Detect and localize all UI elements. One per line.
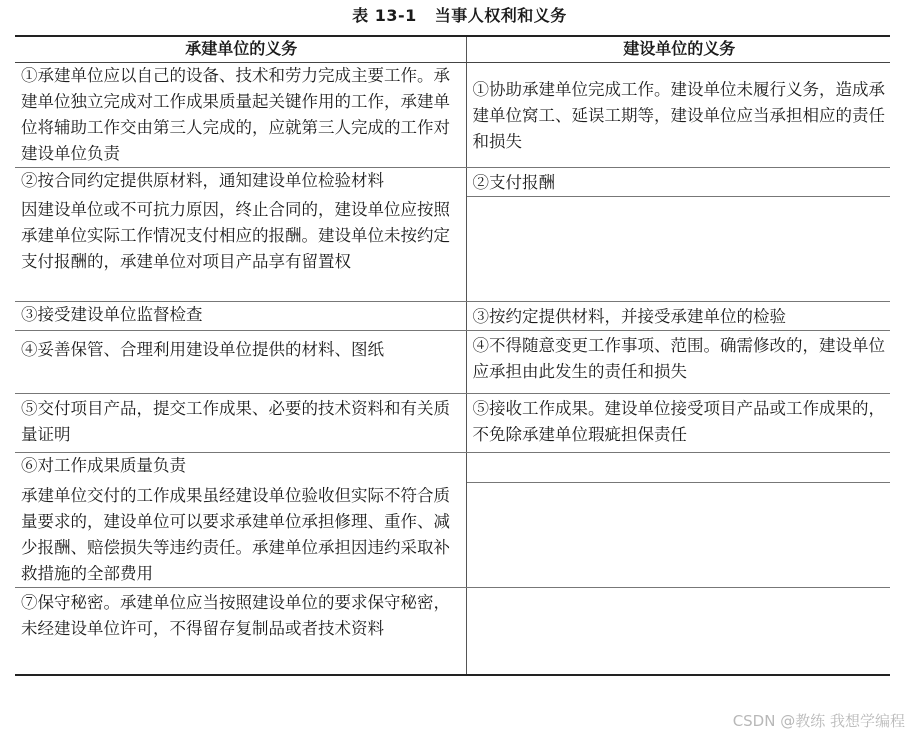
owner-cell (466, 197, 890, 302)
owner-cell: ③按约定提供材料，并接受承建单位的检验 (466, 301, 890, 330)
owner-cell: ⑤接收工作成果。建设单位接受项目产品或工作成果的，不免除承建单位瑕疵担保责任 (466, 393, 890, 452)
table-row (15, 587, 890, 675)
contractor-cell: ⑥对工作成果质量负责 (15, 452, 466, 483)
owner-cell: ①协助承建单位完成工作。建设单位未履行义务，造成承建单位窝工、延误工期等，建设单位应当承担相应的责任和损失 (466, 63, 890, 168)
owner-cell (466, 452, 890, 483)
owner-cell: ④不得随意变更工作事项、范围。确需修改的，建设单位应承担由此发生的责任和损失 (466, 330, 890, 393)
table-row (15, 301, 890, 330)
header-owner: 建设单位的义务 (466, 36, 890, 63)
contractor-cell: ①承建单位应以自己的设备、技术和劳力完成主要工作。承建单位独立完成对工作成果质量起关键作用的工作，承建单位将辅助工作交由第三人完成的，应就第三人完成的工作对建设单位负责 (15, 63, 466, 168)
table-row (15, 393, 890, 452)
table-title: 当事人权利和义务 (434, 6, 567, 25)
owner-cell (466, 483, 890, 588)
contractor-cell: 承建单位交付的工作成果虽经建设单位验收但实际不符合质量要求的，建设单位可以要求承建单位承担修理、重作、减少报酬、赔偿损失等违约责任。承建单位承担因违约采取补救措施的全部费用 (15, 483, 466, 588)
contractor-cell: ③接受建设单位监督检查 (15, 301, 466, 330)
contractor-cell: ④妥善保管、合理利用建设单位提供的材料、图纸 (15, 330, 466, 393)
header-row (15, 36, 890, 63)
contractor-cell: ⑤交付项目产品，提交工作成果、必要的技术资料和有关质量证明 (15, 393, 466, 452)
contractor-cell: ⑦保守秘密。承建单位应当按照建设单位的要求保守秘密，未经建设单位许可，不得留存复制品或者技术资料 (15, 587, 466, 675)
owner-cell (466, 587, 890, 675)
table-row (15, 452, 890, 483)
contractor-cell: ②按合同约定提供原材料，通知建设单位检验材料 (15, 168, 466, 197)
table-row (15, 197, 890, 302)
table-number: 表 13-1 (352, 6, 417, 25)
table-row (15, 168, 890, 197)
table-row (15, 483, 890, 588)
csdn-watermark: CSDN @教练 我想学编程 (732, 712, 905, 730)
table-caption (0, 5, 919, 27)
table-row (15, 330, 890, 393)
contractor-cell: 因建设单位或不可抗力原因，终止合同的，建设单位应按照承建单位实际工作情况支付相应的报酬。建设单位未按约定支付报酬的，承建单位对项目产品享有留置权 (15, 197, 466, 302)
header-contractor: 承建单位的义务 (15, 36, 466, 63)
rights-obligations-table (15, 35, 890, 676)
table-row (15, 63, 890, 168)
owner-cell: ②支付报酬 (466, 168, 890, 197)
